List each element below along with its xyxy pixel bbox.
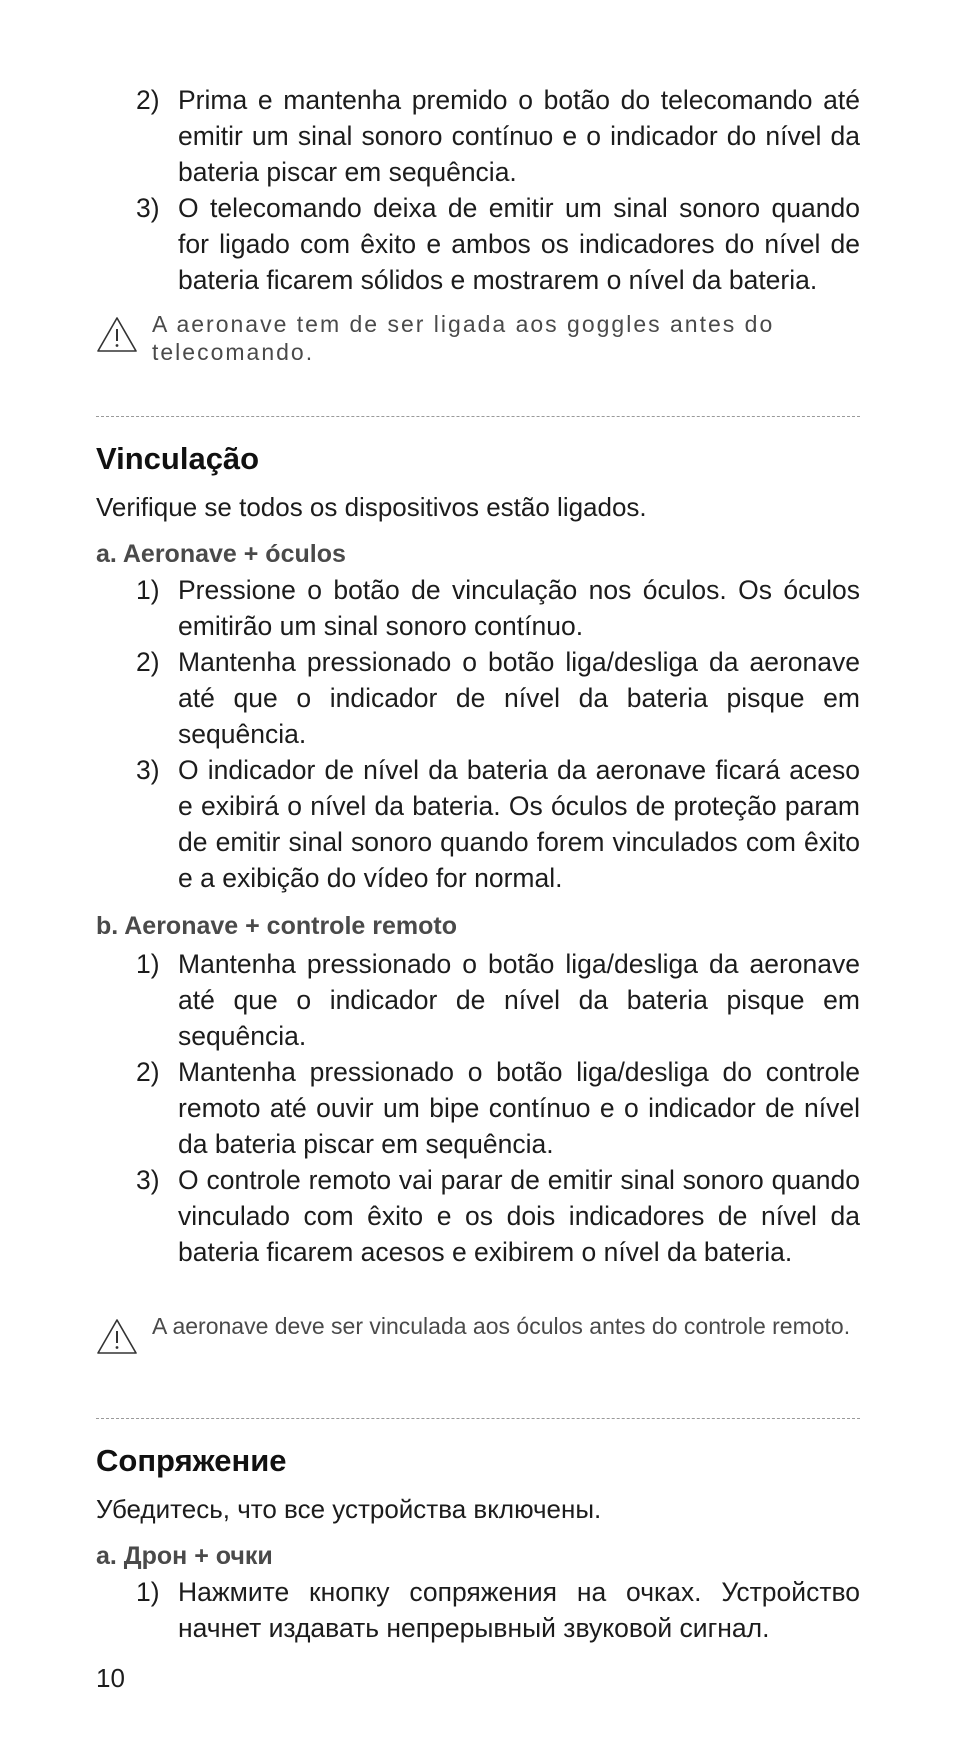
step-number: 3) — [136, 193, 160, 223]
step-number: 2) — [136, 1057, 160, 1087]
step-text: Mantenha pressionado o botão liga/desliga da aeronave até que o indicador de nível da bateria pisque em sequência. — [178, 949, 860, 1051]
list-item — [96, 1054, 860, 1162]
top-step-list — [96, 82, 860, 298]
step-text: Нажмите кнопку сопряжения на очках. Устройство начнет издавать непрерывный звуковой сигнал. — [178, 1577, 860, 1643]
subsection-heading: a. Дрон + очки — [96, 1542, 273, 1570]
section-divider — [96, 1418, 860, 1419]
step-text: O indicador de nível da bateria da aeronave ficará aceso e exibirá o nível da bateria. Os óculos de proteção param de emitir sinal sonoro quando forem vinculados com êxito e a exibição do vídeo for normal. — [178, 755, 860, 893]
step-number: 3) — [136, 755, 160, 785]
list-item — [96, 946, 860, 1054]
step-number: 3) — [136, 1165, 160, 1195]
subsection-heading: b. Aeronave + controle remoto — [96, 912, 457, 940]
step-number: 1) — [136, 575, 160, 605]
step-list-ru-a — [96, 1574, 860, 1646]
section-title: Сопряжение — [96, 1443, 287, 1478]
step-text: O controle remoto vai parar de emitir sinal sonoro quando vinculado com êxito e os dois indicadores de nível da bateria ficarem acesos e exibirem o nível da bateria. — [178, 1165, 860, 1267]
note-text: A aeronave deve ser vinculada aos óculos antes do controle remoto. — [152, 1313, 851, 1339]
step-list-a — [96, 572, 860, 896]
note-block — [96, 310, 892, 366]
step-text: Mantenha pressionado o botão liga/desliga da aeronave até que o indicador de nível da bateria pisque em sequência. — [178, 647, 860, 749]
page-number: 10 — [96, 1663, 125, 1693]
step-list-b — [96, 946, 860, 1270]
list-item — [96, 1574, 860, 1646]
section-intro: Убедитесь, что все устройства включены. — [96, 1494, 602, 1524]
section-divider — [96, 416, 860, 417]
section-title: Vinculação — [96, 441, 260, 476]
note-block — [96, 1312, 916, 1340]
step-text: O telecomando deixa de emitir um sinal sonoro quando for ligado com êxito e ambos os indicadores do nível de bateria ficarem sólidos e mostrarem o nível da bateria. — [178, 193, 860, 295]
warning-triangle-icon — [96, 316, 138, 354]
step-number: 2) — [136, 85, 160, 115]
section-intro: Verifique se todos os dispositivos estão ligados. — [96, 492, 647, 522]
step-number: 1) — [136, 949, 160, 979]
note-text: A aeronave tem de ser ligada aos goggles antes do telecomando. — [152, 311, 775, 365]
list-item — [96, 82, 860, 190]
list-item — [96, 572, 860, 644]
list-item — [96, 752, 860, 896]
step-number: 2) — [136, 647, 160, 677]
subsection-heading: a. Aeronave + óculos — [96, 540, 346, 568]
list-item — [96, 644, 860, 752]
warning-triangle-icon — [96, 1318, 138, 1356]
step-text: Pressione o botão de vinculação nos óculos. Os óculos emitirão um sinal sonoro contínuo. — [178, 575, 860, 641]
list-item — [96, 1162, 860, 1270]
step-text: Mantenha pressionado o botão liga/desliga do controle remoto até ouvir um bipe contínuo e o indicador de nível da bateria piscar em sequência. — [178, 1057, 860, 1159]
step-text: Prima e mantenha premido o botão do telecomando até emitir um sinal sonoro contínuo e o indicador do nível da bateria piscar em sequência. — [178, 85, 860, 187]
step-number: 1) — [136, 1577, 160, 1607]
list-item — [96, 190, 860, 298]
